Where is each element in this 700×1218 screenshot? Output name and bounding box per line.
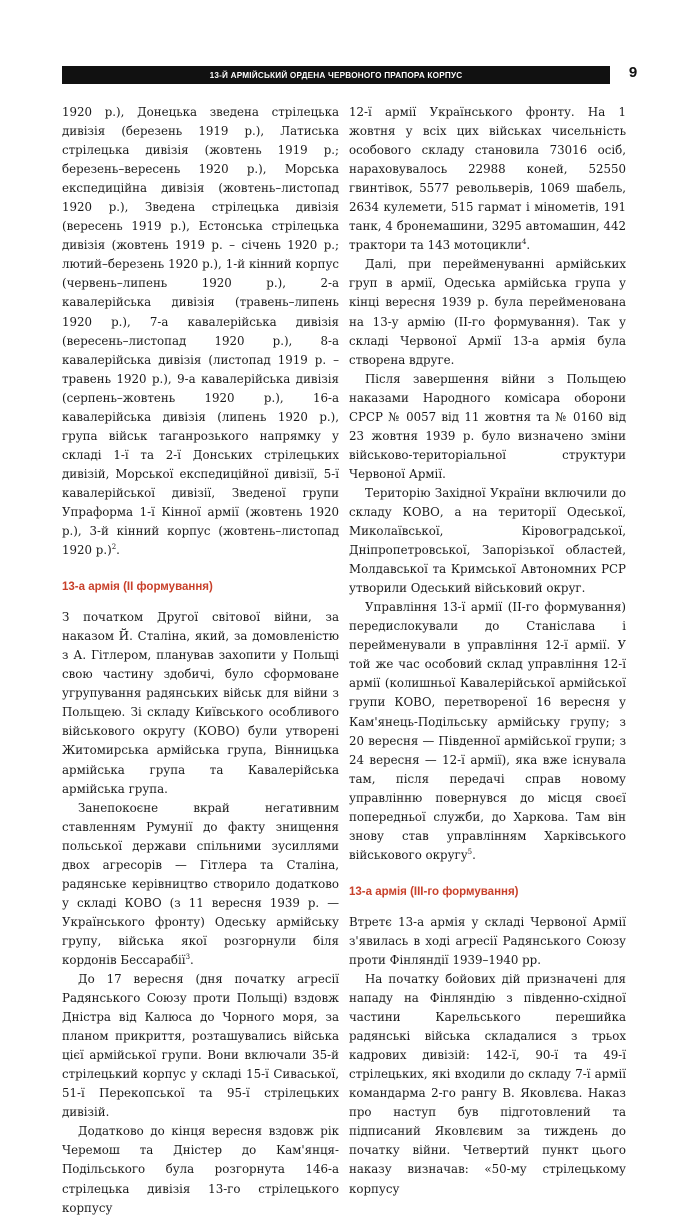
- paragraph: Управління 13-ї армії (ІІ-го формування) передислокували до Станіслава і перейменували в управління 12-ї армії. У той же час особовий склад управління 12-ї армії (колишньої Кавалерійської армійської групи КОВО, перетвореної 16 вересня у Кам'янець-Подільську армійську групу; з 20 вересня — Південної армійської групи; з 24 вересня — 12-ї армії), яка вже існувала там, після передачі справ новому управлінню повернувся до місця своєї попередньої служби, до Харкова. Там він знову став управлінням Харківського військового округу$^5$.: [349, 600, 626, 862]
- running-title: 13-Й АРМІЙСЬКИЙ ОРДЕНА ЧЕРВОНОГО ПРАПОРА КОРПУС: [209, 70, 463, 80]
- running-header-bar: [62, 66, 610, 84]
- paragraph-text: Управління 13-ї армії (ІІ-го формування) передислокували до Станіслава і перейменували в управління 12-ї армії. У той же час особовий склад управління 12-ї армії (колишньої Кавалерійської армійської групи КОВО, перетвореної 16 вересня у Кам'янець-Подільську армійську групу; з 20 вересня — Південної армійської групи; з 24 вересня — 12-ї армії), яка вже існувала там, після передачі справ новому управлінню повернувся до місця своєї попередньої служби, до Харкова. Там він знову став управлінням Харківського військового округу: [349, 600, 626, 862]
- footnote-marker: 3: [185, 953, 191, 962]
- footnote-marker: 5: [467, 847, 473, 856]
- paragraph: Після завершення війни з Польщею наказами Народного комісара оборони СРСР № 0057 від 11 жовтня та № 0160 від 23 жовтня 1939 р. було визначено зміни військово-територіальної структури Червоної Армії.: [349, 371, 626, 481]
- footnote-marker: 4: [521, 238, 527, 247]
- paragraph-text: 12-ї армії Українського фронту. На 1 жовтня у всіх цих військах чисельність особового складу становила 73016 осіб, нараховувалось 22988 коней, 52550 гвинтівок, 5577 револьверів, 1069 шабель, 2634 кулемети, 515 гармат і мінометів, 191 танк, 4 бронемашини, 3295 автомашин, 442 трактори та 143 мотоцикли: [349, 105, 626, 253]
- paragraph: До 17 вересня (дня початку агресії Радянського Союзу проти Польщі) вздовж Дністра від Калюса до Чорного моря, за планом прикриття, розташувались війська цієї армійської групи. Вони включали 35-й стрілецький корпус у складі 15-ї Сиваської, 51-ї Перекопської та 95-ї стрілецьких дивізій.: [62, 972, 339, 1120]
- section-heading: 13-а армія (ІІІ-го формування): [349, 885, 519, 898]
- paragraph-text: 1920 р.), Донецька зведена стрілецька дивізія (березень 1919 р.), Латиська стрілецька дивізія (жовтень 1919 р.; березень–вересень 1920 р.), Морська експедиційна дивізія (жовтень–листопад 1920 р.), Зведена стрілецька дивізія (вересень 1919 р.), Естонська стрілецька дивізія (жовтень 1919 р. – січень 1920 р.; лютий–березень 1920 р.), 1-й кінний корпус (червень–липень 1920 р.), 2-а кавалерійська дивізія (травень–липень 1920 р.), 7-а кавалерійська дивізія (вересень–листопад 1920 р.), 8-а кавалерійська дивізія (листопад 1919 р. – травень 1920 р.), 9-а кавалерійська дивізія (серпень–жовтень 1920 р.), 16-а кавалерійська дивізія (липень 1920 р.), група військ таганрозького напрямку у складі 1-ї та 2-ї Донських стрілецьких дивізій, Морської експедиційної дивізії, 5-ї кавалерійської дивізії, Зведеної групи Упраформа 1-ї Кінної армії (жовтень 1920 р.), 3-й кінний корпус (жовтень–листопад 1920 р.): [62, 105, 339, 558]
- paragraph: Додатково до кінця вересня вздовж рік Черемош та Дністер до Кам'янця-Подільського була розгорнута 146-а стрілецька дивізія 13-го стрілецького корпусу: [62, 1124, 339, 1215]
- paragraph: З початком Другої світової війни, за наказом Й. Сталіна, який, за домовленістю з А. Гітлером, планував захопити у Польщі свою частину здобичі, було сформоване угрупування радянських військ для війни з Польщею. Зі складу Київського особливого військового округу (КОВО) були утворені Житомирська армійська група, Вінницька армійська група та Кавалерійська армійська група.: [62, 610, 339, 796]
- paragraph: 12-ї армії Українського фронту. На 1 жовтня у всіх цих військах чисельність особового складу становила 73016 осіб, нараховувалось 22988 коней, 52550 гвинтівок, 5577 револьверів, 1069 шабель, 2634 кулемети, 515 гармат і мінометів, 191 танк, 4 бронемашини, 3295 автомашин, 442 трактори та 143 мотоцикли$^4$.: [349, 105, 626, 253]
- paragraph: Територію Західної України включили до складу КОВО, а на території Одеської, Миколаївської, Кіровоградської, Дніпропетровської, Запорізької областей, Молдавської та Кримської Автономних РСР утворили Одеський військовий округ.: [349, 485, 626, 596]
- footnote-marker: 2: [111, 543, 117, 552]
- paragraph: На початку бойових дій призначені для нападу на Фінляндію з південно-східної частини Карельського перешийка радянські війська складалися з трьох кадрових дивізій: 142-ї, 90-ї та 49-ї стрілецьких, які входили до складу 7-ї армії командарма 2-го рангу В. Яковлєва. Наказ про наступ був підготовлений та підписаний Яковлєвим за тиждень до початку війни. Четвертий пункт цього наказу визначав: «50-му стрілецькому корпусу: [349, 972, 626, 1196]
- paragraph: 1920 р.), Донецька зведена стрілецька дивізія (березень 1919 р.), Латиська стрілецька дивізія (жовтень 1919 р.; березень–вересень 1920 р.), Морська експедиційна дивізія (жовтень–листопад 1920 р.), Зведена стрілецька дивізія (вересень 1919 р.), Естонська стрілецька дивізія (жовтень 1919 р. – січень 1920 р.; лютий–березень 1920 р.), 1-й кінний корпус (червень–липень 1920 р.), 2-а кавалерійська дивізія (травень–липень 1920 р.), 7-а кавалерійська дивізія (вересень–листопад 1920 р.), 8-а кавалерійська дивізія (листопад 1919 р. – травень 1920 р.), 9-а кавалерійська дивізія (серпень–жовтень 1920 р.), 16-а кавалерійська дивізія (липень 1920 р.), група військ таганрозького напрямку у складі 1-ї та 2-ї Донських стрілецьких дивізій, Морської експедиційної дивізії, 5-ї кавалерійської дивізії, Зведеної групи Упраформа 1-ї Кінної армії (жовтень 1920 р.), 3-й кінний корпус (жовтень–листопад 1920 р.)$^2$.: [62, 105, 339, 558]
- paragraph-text: Занепокоєне вкрай негативним ставленням Румунії до факту знищення польської держави спільними зусиллями двох агресорів — Гітлера та Сталіна, радянське керівництво створило додатково у складі КОВО (з 11 вересня 1939 р. — Українського фронту) Одеську армійську групу, війська якої розгорнули біля кордонів Бессарабії: [62, 800, 339, 967]
- page-number: 9: [628, 64, 638, 81]
- paragraph: Далі, при перейменуванні армійських груп в армії, Одеська армійська група у кінці вересня 1939 р. була перейменована на 13-у армію (ІІ-го формування). Так у складі Червоної Армії 13-а армія була створена вдруге.: [349, 257, 626, 367]
- paragraph: Втретє 13-а армія у складі Червоної Армії з'явилась в ході агресії Радянського Союзу проти Фінляндії 1939–1940 рр.: [349, 914, 626, 967]
- section-heading: 13-а армія (ІІ формування): [62, 581, 213, 594]
- right-column: [349, 103, 626, 1199]
- paragraph: Занепокоєне вкрай негативним ставленням Румунії до факту знищення польської держави спільними зусиллями двох агресорів — Гітлера та Сталіна, радянське керівництво створило додатково у складі КОВО (з 11 вересня 1939 р. — Українського фронту) Одеську армійську групу, війська якої розгорнули біля кордонів Бессарабії$^3$.: [62, 800, 339, 967]
- left-column: [62, 103, 339, 1218]
